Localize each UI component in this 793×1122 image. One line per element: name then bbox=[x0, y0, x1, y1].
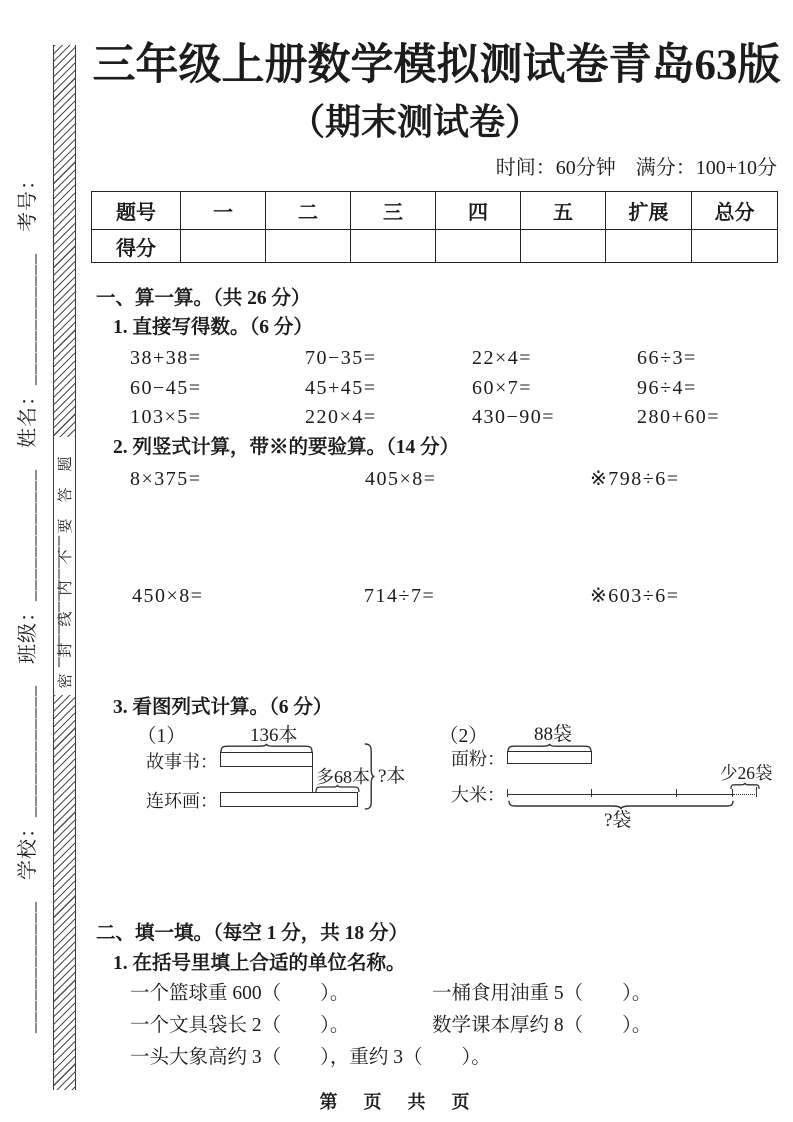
oral-problem: 22×4= bbox=[472, 347, 533, 369]
oral-problem: 66÷3= bbox=[637, 347, 697, 369]
diagram1-drop-line bbox=[312, 767, 313, 793]
oral-problem: 280+60= bbox=[637, 406, 721, 428]
section1-heading: 一、算一算。（共 26 分） bbox=[96, 288, 311, 309]
oral-problem: 103×5= bbox=[130, 406, 202, 428]
oral-problem: 60−45= bbox=[130, 377, 202, 399]
seal-line-strip bbox=[53, 45, 76, 1090]
vertical-form-problem: ※798÷6= bbox=[590, 468, 680, 490]
score-table-header-cell: 三 bbox=[351, 192, 436, 230]
score-empty-cell bbox=[606, 230, 692, 263]
score-table-header-cell: 题号 bbox=[92, 192, 181, 230]
score-table-header-cell: 扩展 bbox=[606, 192, 692, 230]
bottom-brace bbox=[508, 800, 734, 810]
vertical-form-problem: 405×8= bbox=[365, 468, 437, 490]
score-empty-cell bbox=[436, 230, 521, 263]
diagram1-bar2 bbox=[220, 792, 358, 807]
fill-blank-item: 数学课本厚约 8（ ）。 bbox=[432, 1015, 652, 1036]
fill-blank-item: 一桶食用油重 5（ ）。 bbox=[432, 983, 652, 1004]
fill-blank-item: 一个篮球重 600（ ）。 bbox=[130, 983, 350, 1004]
oral-problem: 220×4= bbox=[305, 406, 377, 428]
score-table bbox=[91, 191, 778, 263]
score-table-header-cell: 四 bbox=[436, 192, 521, 230]
score-row-label: 得分 bbox=[92, 230, 181, 263]
tick bbox=[507, 789, 508, 797]
diagram1-amount-label: 136本 bbox=[250, 725, 298, 746]
diagram1-bar1-label: 故事书： bbox=[146, 752, 218, 772]
tick bbox=[676, 789, 677, 797]
section2-q1-label: 1. 在括号里填上合适的单位名称。 bbox=[113, 953, 406, 974]
score-empty-cell bbox=[692, 230, 778, 263]
vertical-form-problem: ※603÷6= bbox=[590, 585, 680, 607]
page-footer: 第 页 共 页 bbox=[319, 1092, 474, 1112]
fill-blank-item: 一头大象高约 3（ ），重约 3（ ）。 bbox=[130, 1047, 491, 1068]
vertical-form-problem: 8×375= bbox=[130, 468, 202, 490]
diagram1-bar2-label: 连环画： bbox=[146, 791, 218, 811]
diagram2-bar2-label: 大米： bbox=[451, 785, 505, 805]
diagram2-amount-label: 88袋 bbox=[534, 724, 573, 745]
oral-problem: 45+45= bbox=[305, 377, 377, 399]
oral-problem: 96÷4= bbox=[637, 377, 697, 399]
score-table-header-cell: 总分 bbox=[692, 192, 778, 230]
page-title: 三年级上册数学模拟测试卷青岛63版 bbox=[92, 42, 781, 89]
hatch-pattern bbox=[54, 695, 75, 1090]
hatch-pattern bbox=[54, 45, 75, 437]
oral-problem: 38+38= bbox=[130, 347, 202, 369]
score-table-header-cell: 一 bbox=[181, 192, 266, 230]
score-table-header-cell: 五 bbox=[521, 192, 606, 230]
oral-problem: 430−90= bbox=[472, 406, 556, 428]
vertical-form-problem: 450×8= bbox=[132, 585, 204, 607]
oral-problem: 70−35= bbox=[305, 347, 377, 369]
diagram1-index: （1） bbox=[137, 726, 186, 747]
section1-q2-label: 2. 列竖式计算，带※的要验算。（14 分） bbox=[113, 437, 460, 458]
section2-heading: 二、填一填。（每空 1 分，共 18 分） bbox=[96, 923, 409, 944]
diagram1-question-label: ?本 bbox=[378, 766, 406, 787]
diagram2-bar1 bbox=[507, 751, 592, 764]
student-info-fields-vertical: ____________ 学校：____________ 班级：____________ 姓名：____________ 考号：____________ bbox=[17, 169, 62, 1033]
end-tick bbox=[756, 787, 757, 797]
score-empty-cell bbox=[521, 230, 606, 263]
diagram1-bar1 bbox=[220, 752, 313, 767]
oral-problem: 60×7= bbox=[472, 377, 533, 399]
seal-warning-text: 密封线内不要答题 bbox=[58, 440, 74, 689]
section1-q1-label: 1. 直接写得数。（6 分） bbox=[113, 317, 313, 338]
page-subtitle: （期末测试卷） bbox=[288, 102, 541, 142]
diagram1-diff-label: 多68本 bbox=[316, 767, 370, 787]
section1-q3-label: 3. 看图列式计算。（6 分） bbox=[113, 697, 333, 718]
score-empty-cell bbox=[181, 230, 266, 263]
seal-warning-wrap bbox=[54, 437, 75, 695]
diagram2-line bbox=[507, 794, 733, 795]
tick bbox=[591, 789, 592, 797]
diagram2-index: （2） bbox=[439, 726, 488, 747]
fill-blank-item: 一个文具袋长 2（ ）。 bbox=[130, 1015, 350, 1036]
score-empty-cell bbox=[351, 230, 436, 263]
diagram2-dotted-extension bbox=[733, 794, 755, 795]
diagram2-bar1-label: 面粉： bbox=[451, 749, 505, 769]
top-brace bbox=[220, 743, 313, 752]
diagram2-question-label: ?袋 bbox=[604, 810, 632, 831]
right-brace bbox=[364, 743, 375, 810]
diagram2-diff-label: 少26袋 bbox=[720, 763, 773, 783]
score-empty-cell bbox=[266, 230, 351, 263]
exam-meta: 时间：60分钟 满分：100+10分 bbox=[495, 157, 777, 179]
diff-brace bbox=[315, 784, 360, 792]
score-table-header-cell: 二 bbox=[266, 192, 351, 230]
vertical-form-problem: 714÷7= bbox=[364, 585, 436, 607]
